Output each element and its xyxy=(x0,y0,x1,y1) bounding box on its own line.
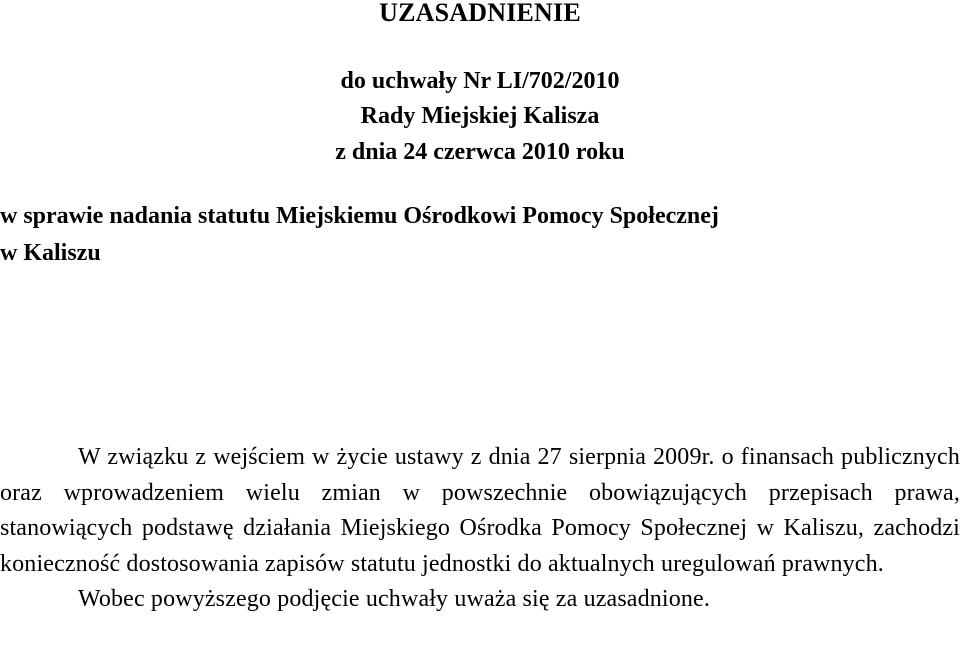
resolution-date: z dnia 24 czerwca 2010 roku xyxy=(335,139,625,165)
justification-paragraph-1: W związku z wejściem w życie ustawy z dnia 27 sierpnia 2009r. o finansach publicznych oraz wprowadzeniem wielu zmian w powszechnie obowiązujących przepisach prawa, stanowiących podstawę działania Miejskiego Ośrodka Pomocy Społecznej w Kaliszu, zachodzi konieczność dostosowania zapisów statutu jednostki do aktualnych uregulowań prawnych. xyxy=(0,444,960,577)
document-title: UZASADNIENIE xyxy=(379,0,581,27)
subject-line-1: w sprawie nadania statutu Miejskiemu Ośrodkowi Pomocy Społecznej xyxy=(0,203,719,229)
resolution-reference: do uchwały Nr LI/702/2010 xyxy=(340,68,620,94)
justification-paragraph-2: Wobec powyższego podjęcie uchwały uważa się za uzasadnione. xyxy=(78,586,710,612)
subject-line-2: w Kaliszu xyxy=(0,240,101,266)
council-name: Rady Miejskiej Kalisza xyxy=(360,103,600,129)
justification-body xyxy=(0,440,960,618)
